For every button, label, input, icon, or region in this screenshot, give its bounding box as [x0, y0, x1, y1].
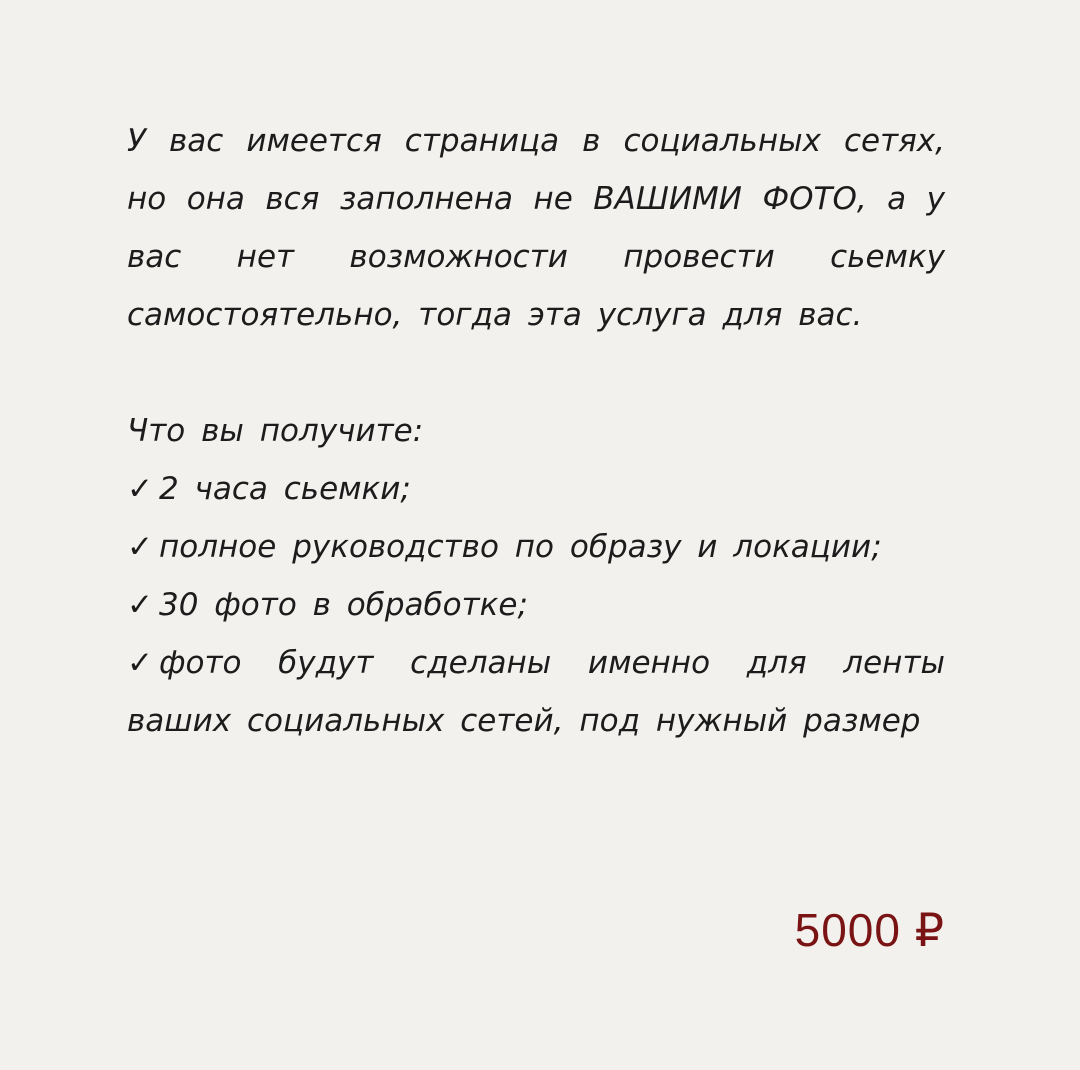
benefit-text: 2 часа сьемки;: [158, 471, 411, 507]
check-icon: ✓: [127, 587, 153, 623]
benefit-text: 30 фото в обработке;: [158, 587, 528, 623]
benefits-heading: Что вы получите:: [127, 413, 424, 449]
check-icon: ✓: [127, 471, 153, 507]
benefit-item: [127, 460, 945, 518]
service-description: [127, 112, 945, 750]
benefit-text: фото будут сделаны именно для ленты ваших социальных сетей, под нужный размер: [127, 645, 945, 739]
check-icon: ✓: [127, 529, 153, 565]
benefits-list: [127, 460, 945, 750]
benefit-item: [127, 576, 945, 634]
benefit-item: [127, 634, 945, 750]
benefit-text: полное руководство по образу и локации;: [158, 529, 882, 565]
check-icon: ✓: [127, 645, 153, 681]
intro-paragraph: У вас имеется страница в социальных сетях, но она вся заполнена не ВАШИМИ ФОТО, а у вас нет возможности провести сьемку самостоятельно, тогда эта услуга для вас.: [127, 123, 945, 333]
benefit-item: [127, 518, 945, 576]
price-label: 5000 ₽: [794, 904, 945, 956]
